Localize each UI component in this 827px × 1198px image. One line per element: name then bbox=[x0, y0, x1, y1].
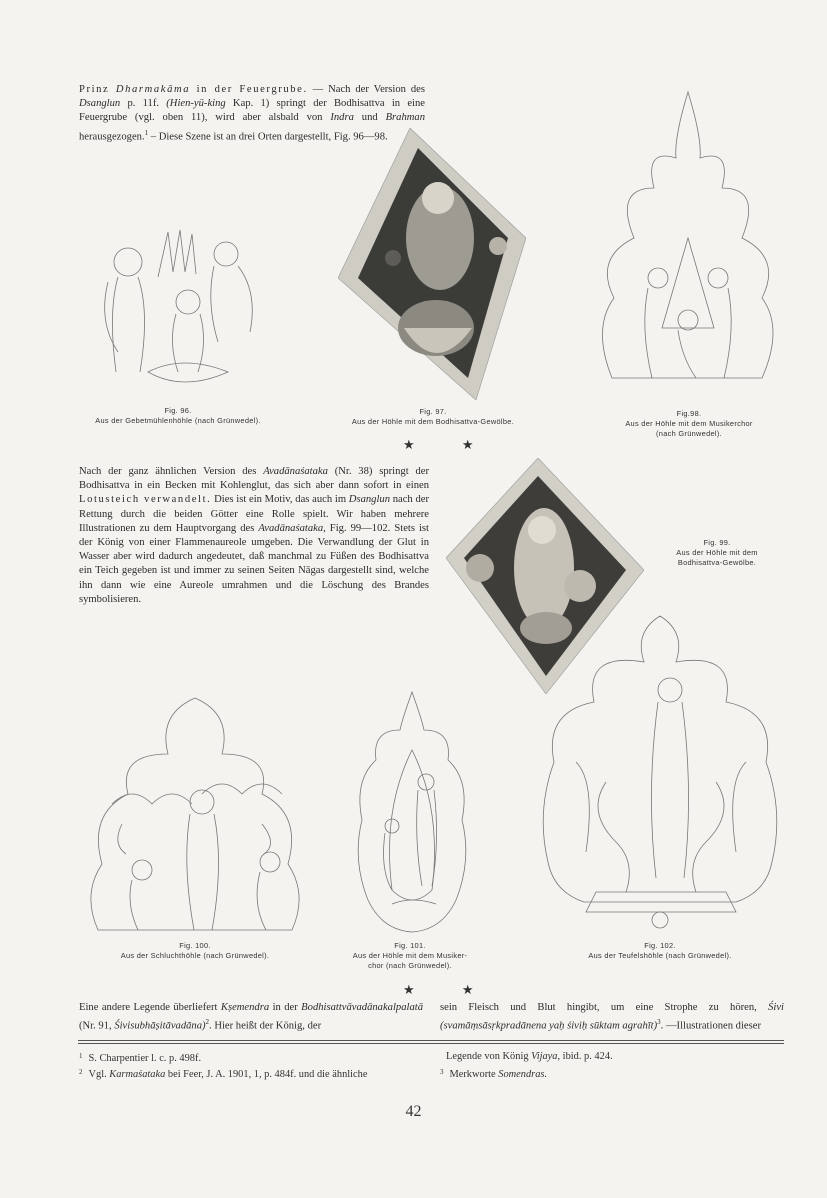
figure-99-label: Fig. 99. bbox=[703, 538, 731, 547]
figure-102-drawing bbox=[536, 612, 784, 934]
figure-99-caption-line2: Bodhisattva-Gewölbe. bbox=[677, 558, 757, 567]
figure-97-label: Fig. 97. bbox=[419, 407, 447, 416]
body-paragraph-3-left: Eine andere Legende überliefert Kṣemendra in der Bodhisattvāvadānakalpalatā (Nr. 91, Śivisubhāṣitāvadāna)$^2$. Hier heißt der König, der bbox=[79, 1002, 423, 1032]
figure-98-caption-line2: (nach Grünwedel). bbox=[656, 429, 722, 438]
figure-101-drawing bbox=[352, 690, 472, 934]
figure-101-label: Fig. 101. bbox=[394, 941, 426, 950]
intro-paragraph: Prinz Dharmakāma in der Feuergrube. — Nach der Version des Dsanglun p. 11f. (Hien-yü-king Kap. 1) springt der Bodhisattva in eine Feuergrube (vgl. oben 11), wird aber alsbald von Indra und Brahman herausgezogen.$^1$ – Diese Szene ist an drei Orten dargestellt, Fig. 96—98. bbox=[79, 84, 426, 143]
figure-99-caption-line1: Aus der Höhle mit dem bbox=[676, 548, 758, 557]
figure-102-label: Fig. 102. bbox=[644, 941, 676, 950]
body-paragraph-3-right: sein Fleisch und Blut hingibt, um eine Strophe zu hören, Śivi (svamāṃsāsṛkpradānena yaḥ śiviḥ sūktam agrahīt)$^3$. —Illustrationen dieser bbox=[440, 1002, 784, 1032]
footnote-2: $^2$ Vgl. Karmaśataka bei Feer, J. A. 1901, 1, p. 484f. und die ähnliche bbox=[79, 1068, 368, 1080]
figure-101-caption-line1: Aus der Höhle mit dem Musiker- bbox=[352, 951, 468, 960]
footnote-ref: 1 bbox=[144, 128, 149, 137]
figure-98-drawing bbox=[592, 88, 784, 404]
figure-97-caption: Aus der Höhle mit dem Bodhisattva-Gewölbe. bbox=[351, 417, 515, 426]
figure-96-label: Fig. 96. bbox=[164, 406, 192, 415]
footnote-rule-2 bbox=[78, 1043, 784, 1044]
page-number: 42 bbox=[405, 1103, 422, 1120]
footnote-ref: 3 bbox=[657, 1018, 661, 1027]
figure-101-caption-line2: chor (nach Grünwedel). bbox=[368, 961, 452, 970]
figure-96-caption: Aus der Gebetmühlenhöhle (nach Grünwedel). bbox=[95, 416, 261, 425]
figure-102-caption: Aus der Teufelshöhle (nach Grünwedel). bbox=[588, 951, 732, 960]
footnote-2-continued: Legende von König Vijaya, ibid. p. 424. bbox=[446, 1051, 613, 1062]
figure-98-caption-line1: Aus der Höhle mit dem Musikerchor bbox=[625, 419, 753, 428]
footnote-1: $^1$ S. Charpentier l. c. p. 498f. bbox=[79, 1052, 202, 1064]
footnote-ref: 2 bbox=[205, 1018, 210, 1027]
figure-100-label: Fig. 100. bbox=[179, 941, 211, 950]
body-paragraph-2: Nach der ganz ähnlichen Version des Avadānaśataka (Nr. 38) springt der Bodhisattva in ein Becken mit Kohlenglut, das sich aber dann sofort in einen Lotusteich verwandelt. Dies ist ein Motiv, das auch im Dsanglun nach der Rettung durch die beiden Götter eine Rolle spielt. Wir haben mehrere Illustrationen zu dem Hauptvorgang des Avadānaśataka, Fig. 99—102. Stets ist der König von einer Flammenaureole umgeben. Die Verwandlung der Glut in Wasser aber wird dadurch angedeutet, daß manchmal zu Füßen des Bodhisattva ein Teich gegeben ist und immer zu seinen Seiten Nāgas dargestellt sind, welche ihn dann wie eine Aureole umrahmen und die Löschung des Brandes symbolisieren. bbox=[79, 466, 429, 605]
footnote-3: $^3$ Merkworte Somendras. bbox=[440, 1068, 548, 1080]
figure-96-drawing bbox=[88, 222, 278, 402]
section-divider-2: ★ ★ bbox=[403, 982, 496, 997]
footnote-rule bbox=[78, 1040, 784, 1041]
section-divider: ★ ★ bbox=[403, 437, 496, 452]
figure-97-photo bbox=[338, 128, 526, 400]
figure-100-caption: Aus der Schluchthöhle (nach Grünwedel). bbox=[120, 951, 270, 960]
figure-98-label: Fig.98. bbox=[676, 409, 702, 418]
figure-100-drawing bbox=[82, 694, 308, 934]
